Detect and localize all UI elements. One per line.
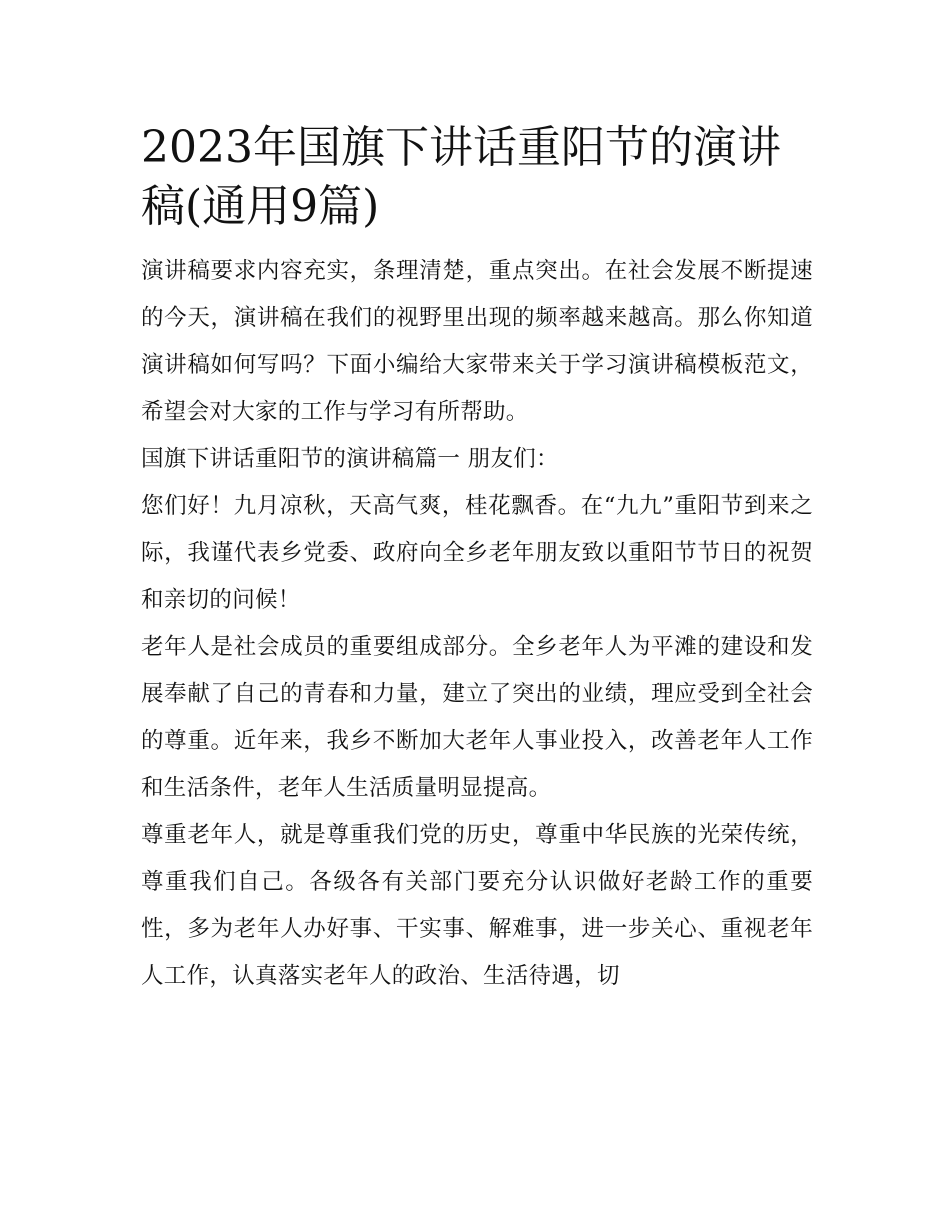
body-paragraph: 尊重老年人，就是尊重我们党的历史，尊重中华民族的光荣传统，尊重我们自己。各级各有关部门要充分认识做好老龄工作的重要性，多为老年人办好事、干实事、解难事，进一步关心、重视老年人工作，认真落实老年人的政治、生活待遇，切: [141, 822, 813, 989]
section-heading-paragraph: 国旗下讲话重阳节的演讲稿篇一 朋友们：: [141, 446, 559, 472]
greeting-paragraph: 您们好！九月凉秋，天高气爽，桂花飘香。在“九九”重阳节到来之际，我谨代表乡党委、政府向全乡老年朋友致以重阳节节日的祝贺和亲切的问候！: [141, 493, 813, 613]
document-title: 2023年国旗下讲话重阳节的演讲稿(通用9篇): [141, 122, 781, 232]
document-page: [141, 118, 813, 1000]
body-paragraph: 老年人是社会成员的重要组成部分。全乡老年人为平滩的建设和发展奉献了自己的青春和力量，建立了突出的业绩，理应受到全社会的尊重。近年来，我乡不断加大老年人事业投入，改善老年人工作和生活条件，老年人生活质量明显提高。: [141, 634, 813, 801]
intro-paragraph: 演讲稿要求内容充实，条理清楚，重点突出。在社会发展不断提速的今天，演讲稿在我们的视野里出现的频率越来越高。那么你知道演讲稿如何写吗？下面小编给大家带来关于学习演讲稿模板范文，希望会对大家的工作与学习有所帮助。: [141, 258, 813, 425]
